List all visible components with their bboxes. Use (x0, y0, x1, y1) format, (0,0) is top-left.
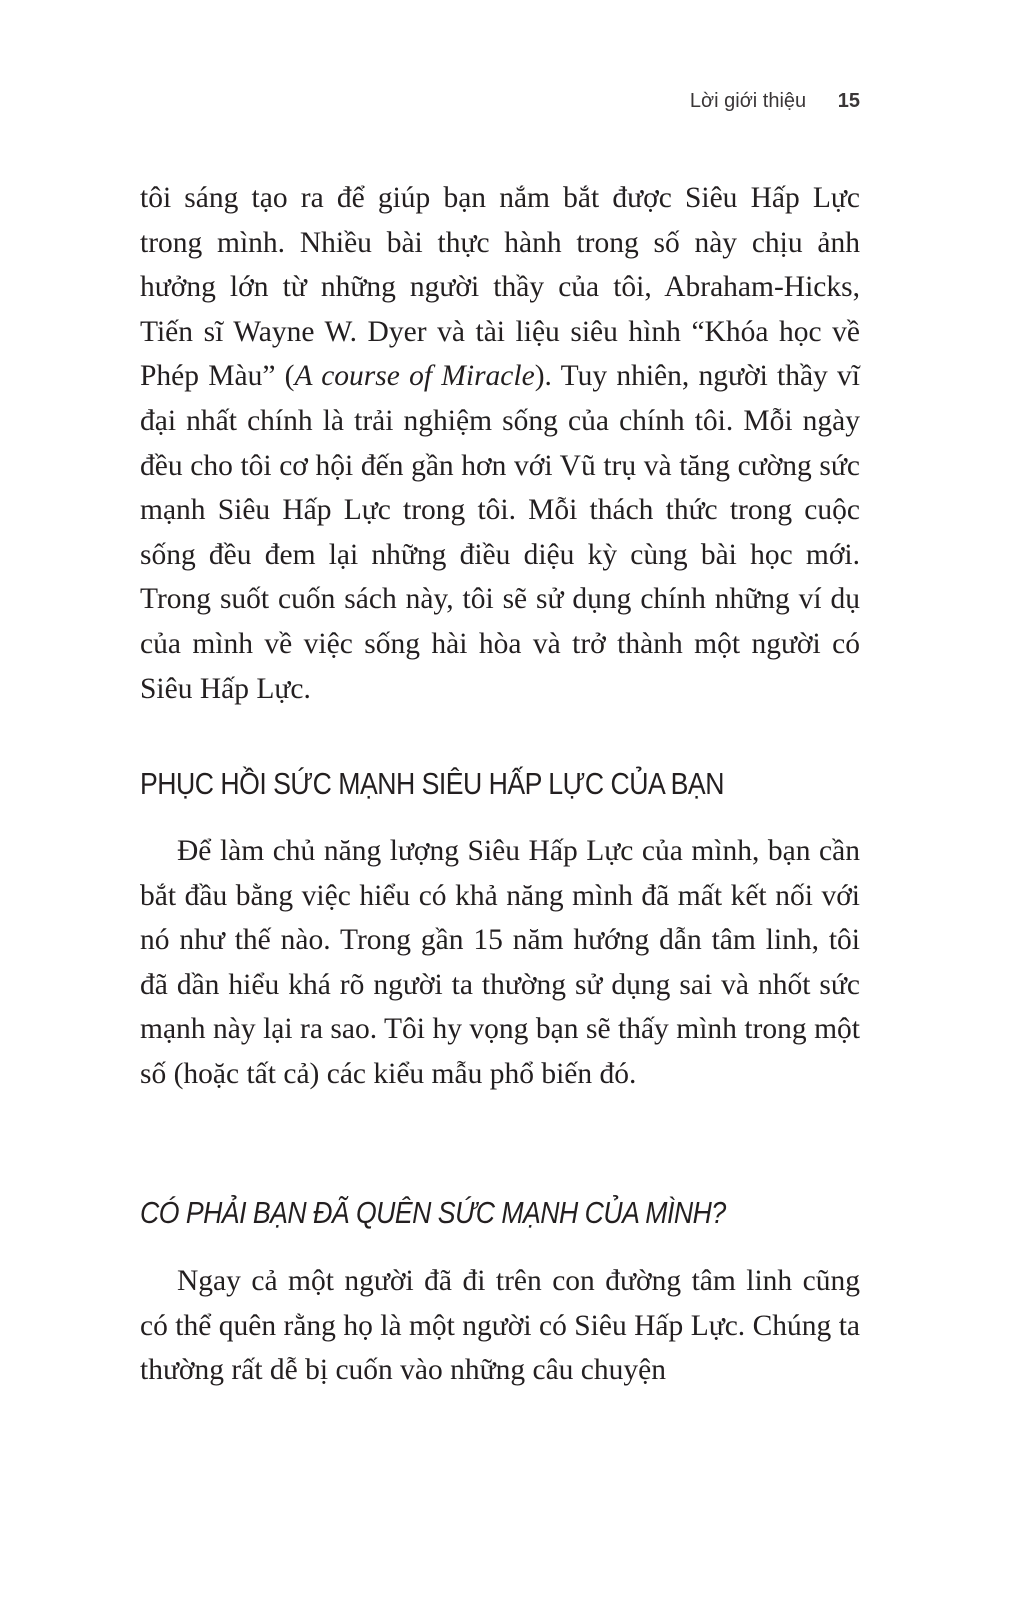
section-heading: PHỤC HỒI SỨC MẠNH SIÊU HẤP LỰC CỦA BẠN (140, 766, 724, 801)
paragraph-3-block (140, 1259, 860, 1393)
paragraph-2: Để làm chủ năng lượng Siêu Hấp Lực của mình, bạn cần bắt đầu bằng việc hiểu có khả năng mình đã mất kết nối với nó như thế nào. Trong gần 15 năm hướng dẫn tâm linh, tôi đã dần hiểu khá rõ người ta thường sử dụng sai và nhốt sức mạnh này lại ra sao. Tôi hy vọng bạn sẽ thấy mình trong một số (hoặc tất cả) các kiểu mẫu phổ biến đó. (140, 835, 860, 1090)
paragraph-2-block (140, 829, 860, 1097)
page-number: 15 (837, 90, 860, 112)
paragraph-3: Ngay cả một người đã đi trên con đường tâm linh cũng có thể quên rằng họ là một người có Siêu Hấp Lực. Chúng ta thường rất dễ bị cuốn vào những câu chuyện (140, 1265, 860, 1387)
paragraph-continued (140, 176, 860, 711)
paragraph-1-text-end: ). Tuy nhiên, người thầy vĩ đại nhất chính là trải nghiệm sống của chính tôi. Mỗi ngày đều cho tôi cơ hội đến gần hơn với Vũ trụ và tăng cường sức mạnh Siêu Hấp Lực trong tôi. Mỗi thách thức trong cuộc sống đều đem lại những điều diệu kỳ cùng bài học mới. Trong suốt cuốn sách này, tôi sẽ sử dụng chính những ví dụ của mình về việc sống hài hòa và trở thành một người có Siêu Hấp Lực. (140, 360, 860, 705)
section-title: Lời giới thiệu (689, 90, 807, 112)
paragraph-1-text: tôi sáng tạo ra để giúp bạn nắm bắt được Siêu Hấp Lực trong mình. Nhiều bài thực hành trong số này chịu ảnh hưởng lớn từ những người thầy của tôi, Abraham-Hicks, Tiến sĩ Wayne W. Dyer và tài liệu siêu hình “Khóa học về Phép Màu” ( (140, 182, 860, 393)
paragraph-1-italic-title: A course of Miracle (294, 360, 535, 393)
paragraph-1 (140, 176, 860, 711)
running-head (140, 90, 860, 113)
subsection-heading: CÓ PHẢI BẠN ĐÃ QUÊN SỨC MẠNH CỦA MÌNH? (140, 1195, 726, 1230)
